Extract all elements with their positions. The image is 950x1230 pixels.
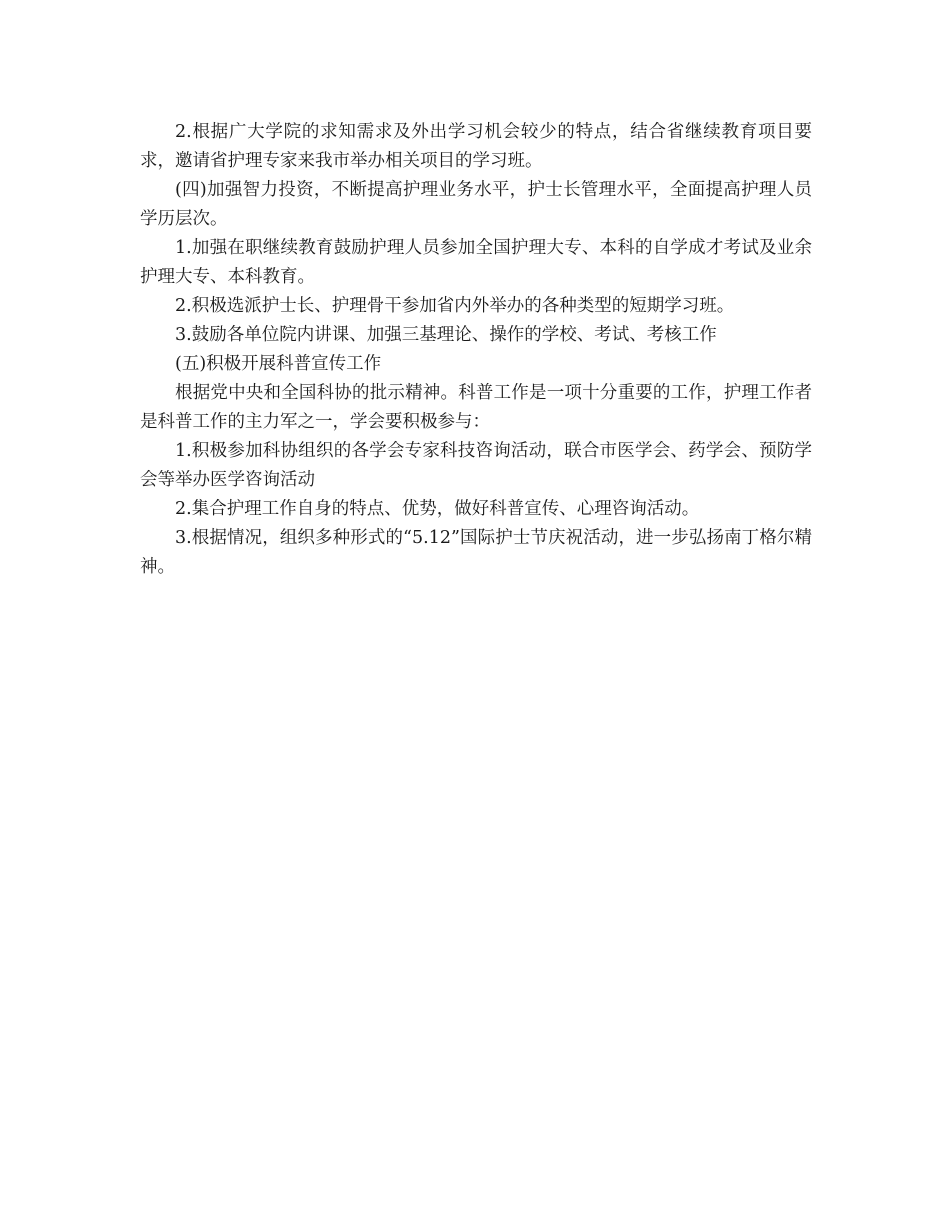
paragraph-2: 1.加强在职继续教育鼓励护理人员参加全国护理大专、本科的自学成才考试及业余护理大专、本科教育。: [140, 238, 812, 287]
paragraph-5: 根据党中央和全国科协的批示精神。科普工作是一项十分重要的工作，护理工作者是科普工作的主力军之一，学会要积极参与：: [140, 383, 812, 432]
paragraph-6: 1.积极参加科协组织的各学会专家科技咨询活动，联合市医学会、药学会、预防学会等举办医学咨询活动: [140, 441, 812, 490]
paragraph-3: 2.积极选派护士长、护理骨干参加省内外举办的各种类型的短期学习班。: [175, 296, 735, 316]
section-heading-4: (四)加强智力投资，不断提高护理业务水平，护士长管理水平，全面提高护理人员学历层次。: [140, 180, 812, 229]
paragraph-8: 3.根据情况，组织多种形式的“5.12”国际护士节庆祝活动，进一步弘扬南丁格尔精神。: [140, 528, 812, 577]
paragraph-7: 2.集合护理工作自身的特点、优势，做好科普宣传、心理咨询活动。: [175, 499, 700, 519]
section-heading-5: (五)积极开展科普宣传工作: [175, 354, 382, 374]
paragraph-1: 2.根据广大学院的求知需求及外出学习机会较少的特点，结合省继续教育项目要求，邀请省护理专家来我市举办相关项目的学习班。: [140, 122, 812, 171]
paragraph-4: 3.鼓励各单位院内讲课、加强三基理论、操作的学校、考试、考核工作: [175, 325, 717, 345]
document-body: [140, 118, 812, 582]
